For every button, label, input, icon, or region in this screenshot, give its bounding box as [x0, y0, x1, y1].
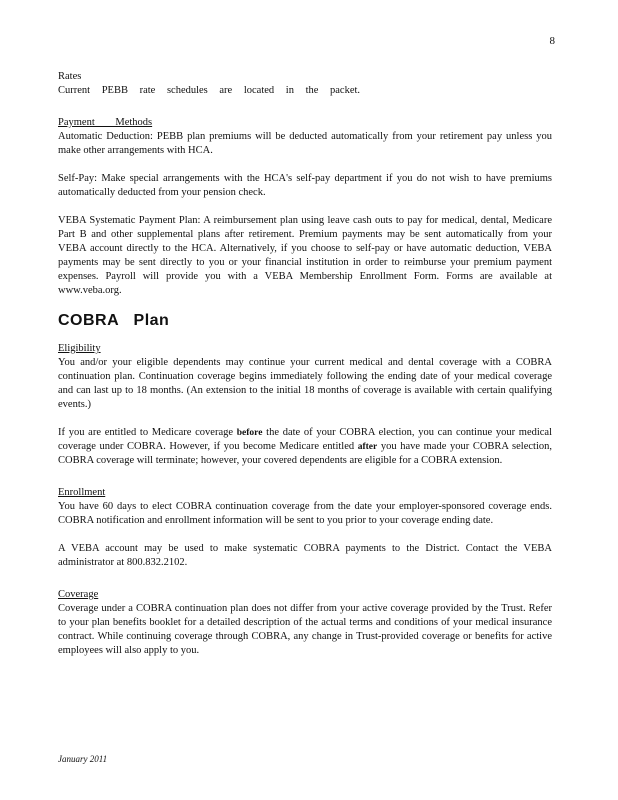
rates-title: Rates [58, 71, 82, 82]
document-body [58, 66, 552, 658]
eligibility-section [58, 338, 552, 468]
eligibility-p2-part1: If you are entitled to Medicare coverage [58, 427, 234, 438]
before-emphasis: before [236, 428, 263, 438]
payment-methods-section [58, 112, 552, 298]
payment-methods-title: Payment Methods [58, 117, 153, 128]
coverage-title: Coverage [58, 589, 99, 600]
rates-section [58, 66, 552, 98]
cobra-heading: COBRA Plan [58, 312, 170, 329]
eligibility-paragraph-2 [58, 426, 552, 468]
enrollment-paragraph-1: You have 60 days to elect COBRA continuation coverage from the date your employer-sponsored coverage ends. COBRA notification and enrollment information will be sent to you prior to your coverage ending date. [58, 501, 552, 526]
enrollment-paragraph-2: A VEBA account may be used to make systematic COBRA payments to the District. Contact the VEBA administrator at 800.832.2102. [58, 543, 552, 568]
rates-text: Current PEBB rate schedules are located in the packet. [58, 85, 361, 96]
footer-date: January 2011 [58, 754, 108, 764]
eligibility-paragraph-1: You and/or your eligible dependents may continue your current medical and dental coverage with a COBRA continuation plan. Continuation coverage begins immediately following the ending date of your medical coverage and can last up to 18 months. (An extension to the initial 18 months of coverage is available with certain qualifying events.) [58, 357, 552, 410]
after-emphasis: after [357, 442, 378, 452]
veba-plan-text: VEBA Systematic Payment Plan: A reimbursement plan using leave cash outs to pay for medical, dental, Medicare Part B and other supplemental plans after retirement. Premium payments may be sent automatically from your VEBA account directly to the HCA. Alternatively, if you choose to self-pay or have automatic deduction, VEBA payments may be sent directly to you or your financial institution in order to reimburse your premium payment expenses. Payroll will provide you with a VEBA Membership Enrollment Form. Forms are available at www.veba.org. [58, 215, 552, 296]
self-pay-text: Self-Pay: Make special arrangements with the HCA's self-pay department if you do not wish to have premiums automatically deducted from your pension check. [58, 173, 552, 198]
enrollment-section [58, 482, 552, 570]
eligibility-p2-part2: the date of your COBRA election, you can continue your medical coverage under COBRA. However, if you become Medicare entitled [58, 427, 553, 452]
eligibility-title: Eligibility [58, 343, 101, 354]
enrollment-title: Enrollment [58, 487, 106, 498]
automatic-deduction-text: Automatic Deduction: PEBB plan premiums will be deducted automatically from your retirement pay unless you make other arrangements with HCA. [58, 131, 552, 156]
coverage-section [58, 584, 552, 658]
eligibility-p2-part3: you have made your COBRA selection, COBRA coverage will terminate; however, your covered dependents are eligible for a COBRA extension. [58, 441, 552, 466]
coverage-paragraph-1: Coverage under a COBRA continuation plan does not differ from your active coverage provided by the Trust. Refer to your plan benefits booklet for a detailed description of the actual terms and conditions of your medical insurance contract. While continuing coverage through COBRA, any change in Trust-provided coverage or benefits for active employees will also apply to you. [58, 603, 552, 656]
page-number: 8 [549, 35, 555, 47]
